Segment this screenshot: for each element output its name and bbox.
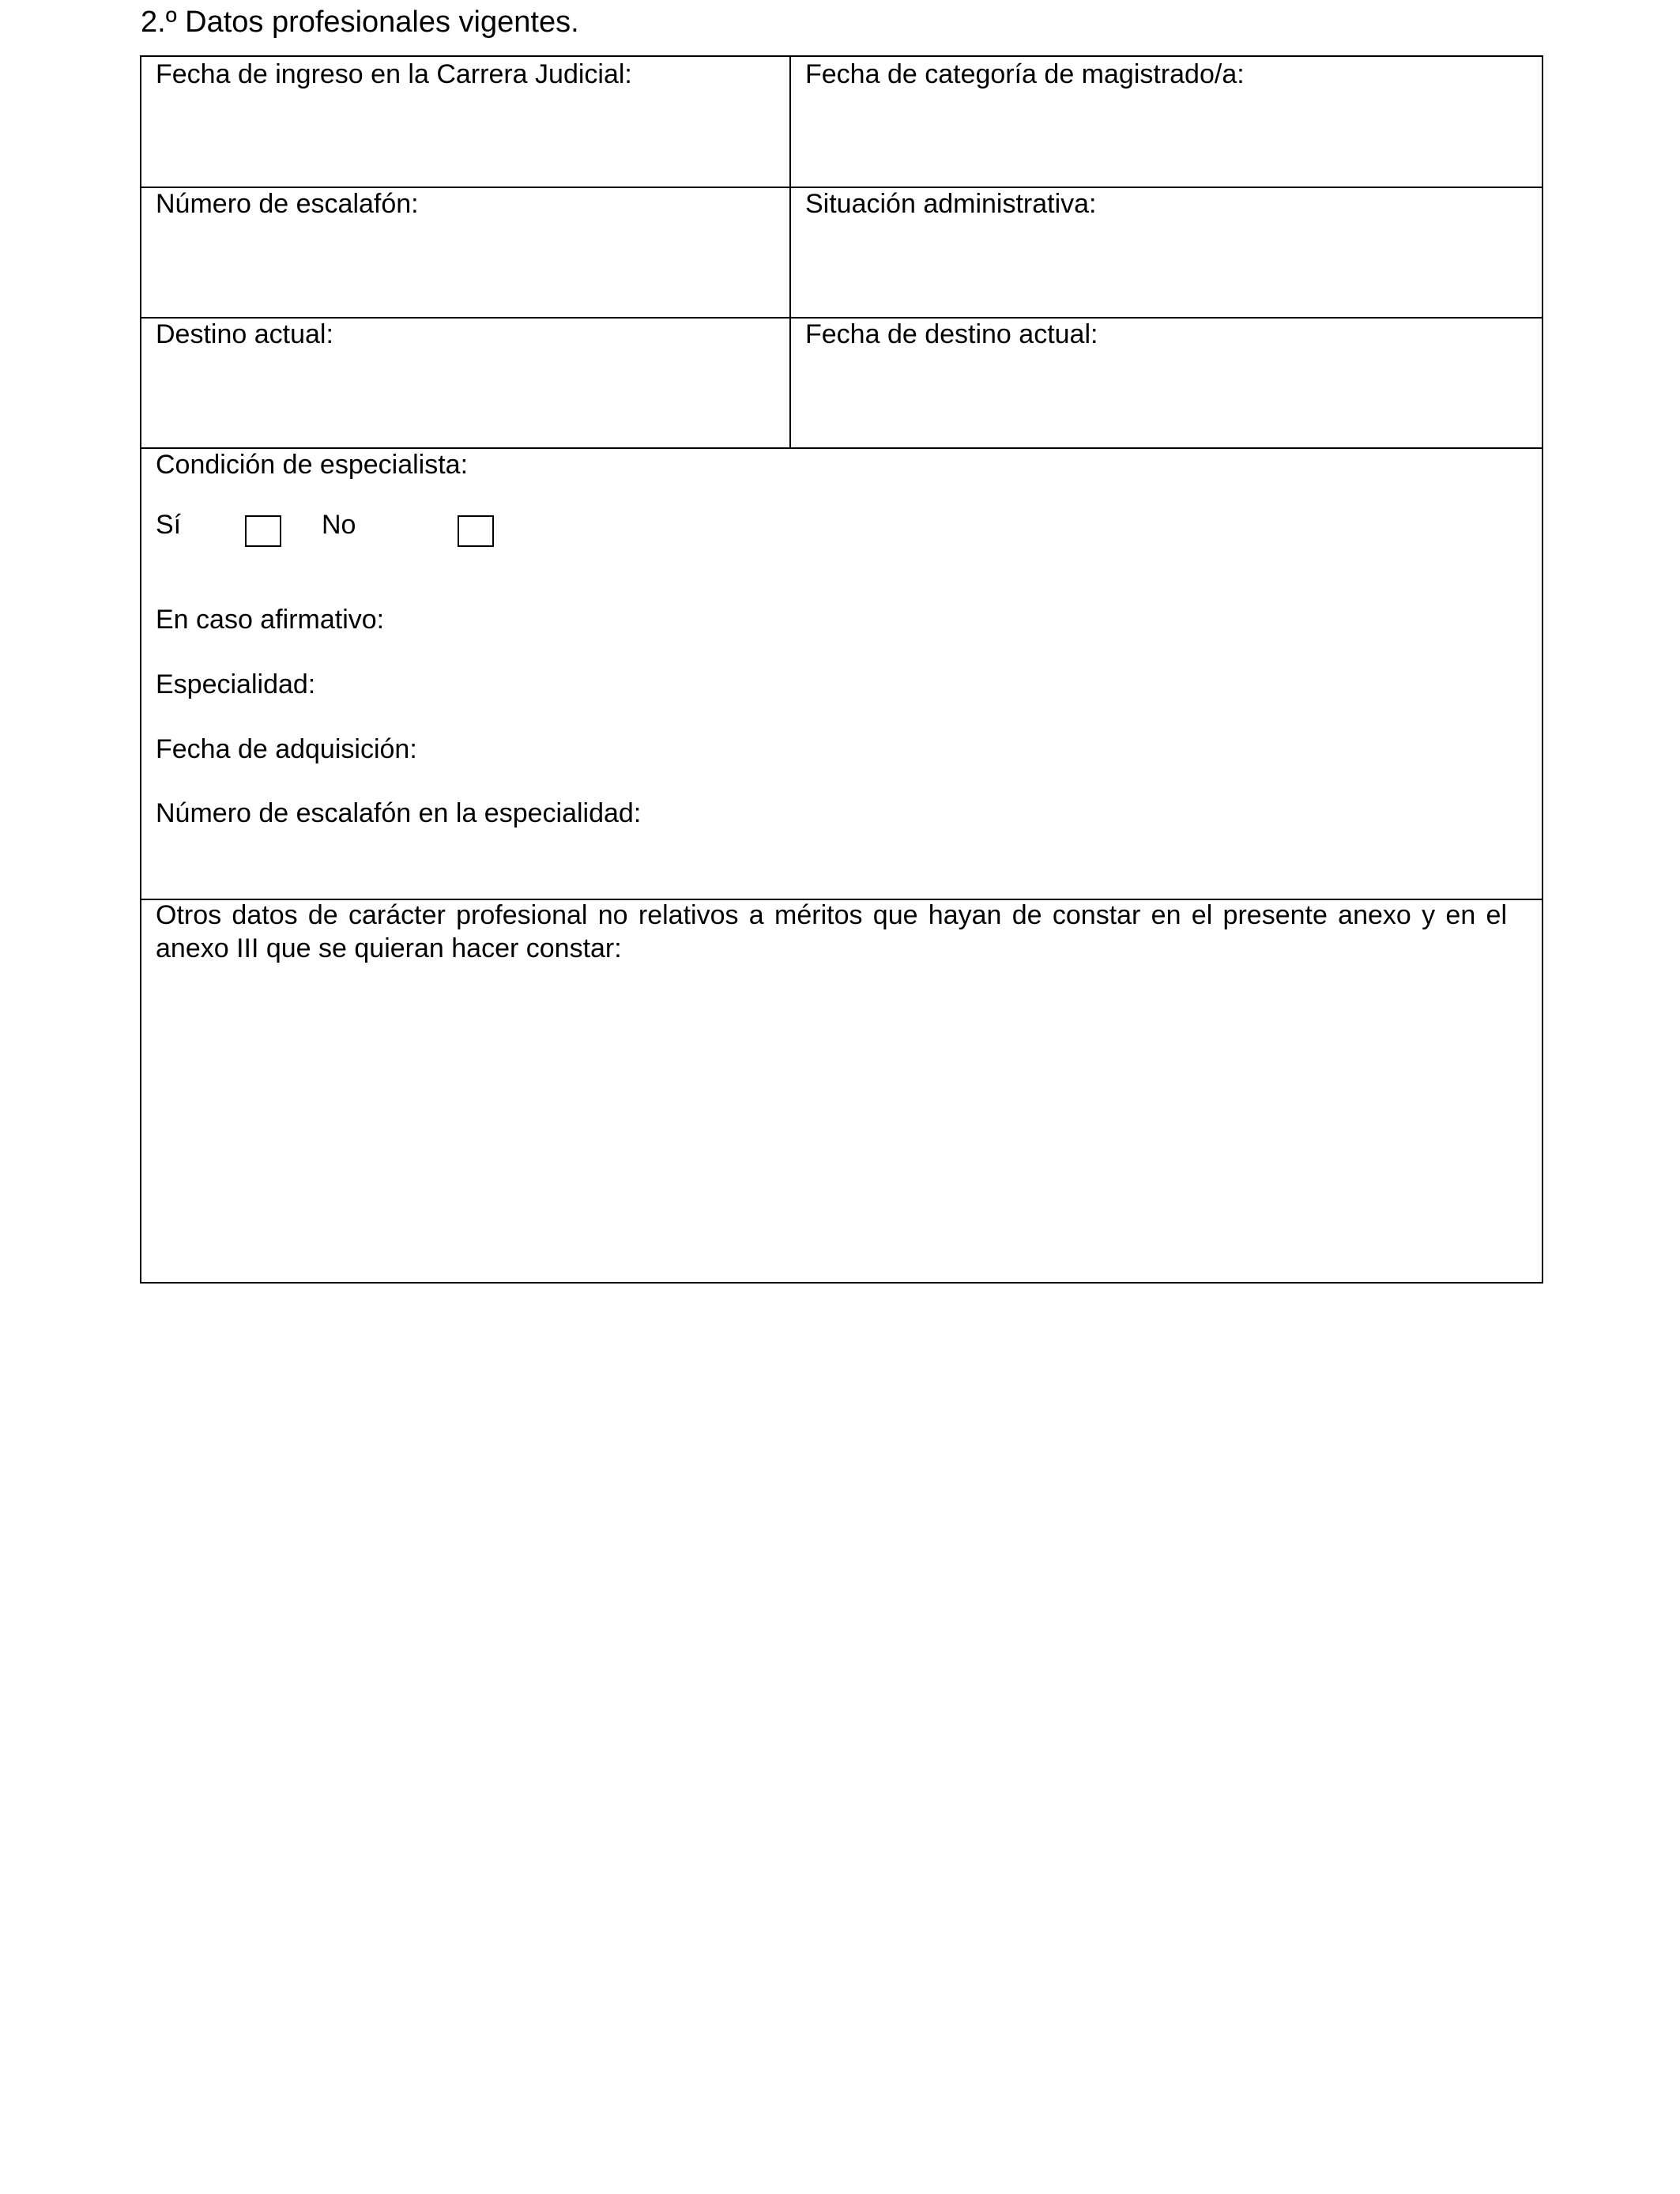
- condicion-especialista-label: Condición de especialista:: [156, 450, 469, 480]
- fecha-categoria-field[interactable]: [791, 57, 1542, 187]
- option-no-label: No: [322, 510, 356, 540]
- si-checkbox[interactable]: [245, 515, 281, 547]
- numero-escalafon-label: Número de escalafón:: [156, 189, 419, 219]
- option-si-label: Sí: [156, 510, 182, 540]
- en-caso-afirmativo-label: En caso afirmativo:: [156, 605, 385, 635]
- especialidad-field[interactable]: Especialidad:: [156, 669, 316, 699]
- form-row-ingreso: [141, 57, 1542, 188]
- numero-escalafon-especialidad-field[interactable]: Número de escalafón en la especialidad:: [156, 798, 642, 828]
- fecha-categoria-label: Fecha de categoría de magistrado/a:: [805, 59, 1245, 89]
- situacion-administrativa-label: Situación administrativa:: [805, 189, 1097, 219]
- otros-datos-field[interactable]: [141, 899, 1542, 1282]
- destino-actual-field[interactable]: [141, 317, 791, 447]
- fecha-ingreso-field[interactable]: [141, 57, 791, 187]
- destino-actual-label: Destino actual:: [156, 319, 333, 349]
- numero-escalafon-field[interactable]: [141, 187, 791, 317]
- fecha-adquisicion-field[interactable]: Fecha de adquisición:: [156, 734, 417, 764]
- no-checkbox[interactable]: [458, 515, 494, 547]
- otros-datos-label: Otros datos de carácter profesional no relativos a méritos que hayan de constar en el presente anexo y en el anexo III que se quieran hacer constar:: [156, 900, 1507, 963]
- form-row-destino: [141, 317, 1542, 449]
- section-heading: 2.º Datos profesionales vigentes.: [141, 6, 579, 39]
- form-row-especialista: [141, 447, 1542, 900]
- situacion-administrativa-field[interactable]: [791, 187, 1542, 317]
- fecha-destino-actual-label: Fecha de destino actual:: [805, 319, 1098, 349]
- form-row-otros: [141, 899, 1542, 1282]
- form-row-escalafon: [141, 187, 1542, 319]
- fecha-destino-actual-field[interactable]: [791, 317, 1542, 447]
- especialista-section: [141, 447, 1542, 899]
- fecha-ingreso-label: Fecha de ingreso en la Carrera Judicial:: [156, 59, 632, 89]
- professional-data-form: [140, 55, 1543, 1284]
